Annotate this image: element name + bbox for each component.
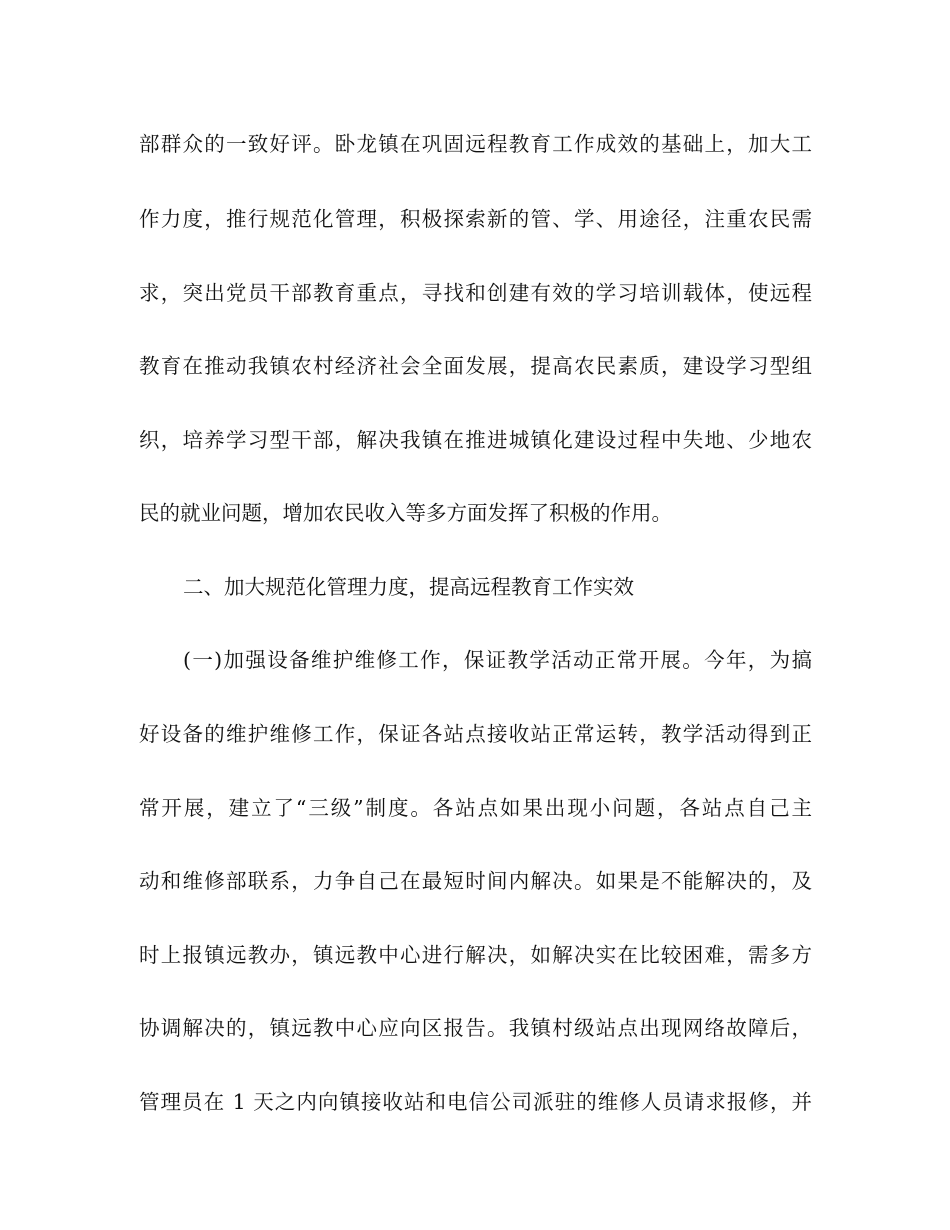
body-text-line: 常开展，建立了“三级”制度。各站点如果出现小问题，各站点自己主 bbox=[139, 796, 812, 820]
body-text-line: 民的就业问题，增加农民收入等多方面发挥了积极的作用。 bbox=[139, 501, 672, 525]
body-text-line: 教育在推动我镇农村经济社会全面发展，提高农民素质，建设学习型组 bbox=[139, 354, 812, 378]
body-text-line: 织，培养学习型干部，解决我镇在推进城镇化建设过程中失地、少地农 bbox=[139, 428, 812, 452]
body-text-line: 协调解决的，镇远教中心应向区报告。我镇村级站点出现网络故障后， bbox=[139, 1016, 812, 1040]
body-text-line: 好设备的维护维修工作，保证各站点接收站正常运转，教学活动得到正 bbox=[139, 722, 812, 746]
body-text-line: 管理员在 1 天之内向镇接收站和电信公司派驻的维修人员请求报修，并 bbox=[139, 1090, 812, 1114]
body-text-line: 求，突出党员干部教育重点，寻找和创建有效的学习培训载体，使远程 bbox=[139, 281, 812, 305]
body-text-line: 时上报镇远教办，镇远教中心进行解决，如解决实在比较困难，需多方 bbox=[139, 943, 812, 967]
subsection-heading-line: (一)加强设备维护维修工作，保证教学活动正常开展。今年，为搞 bbox=[183, 648, 812, 672]
body-text-line: 动和维修部联系，力争自己在最短时间内解决。如果是不能解决的，及 bbox=[139, 869, 812, 893]
body-text-line: 作力度，推行规范化管理，积极探索新的管、学、用途径，注重农民需 bbox=[139, 207, 812, 231]
body-text-line: 部群众的一致好评。卧龙镇在巩固远程教育工作成效的基础上，加大工 bbox=[139, 132, 812, 156]
section-heading: 二、加大规范化管理力度，提高远程教育工作实效 bbox=[183, 575, 634, 599]
